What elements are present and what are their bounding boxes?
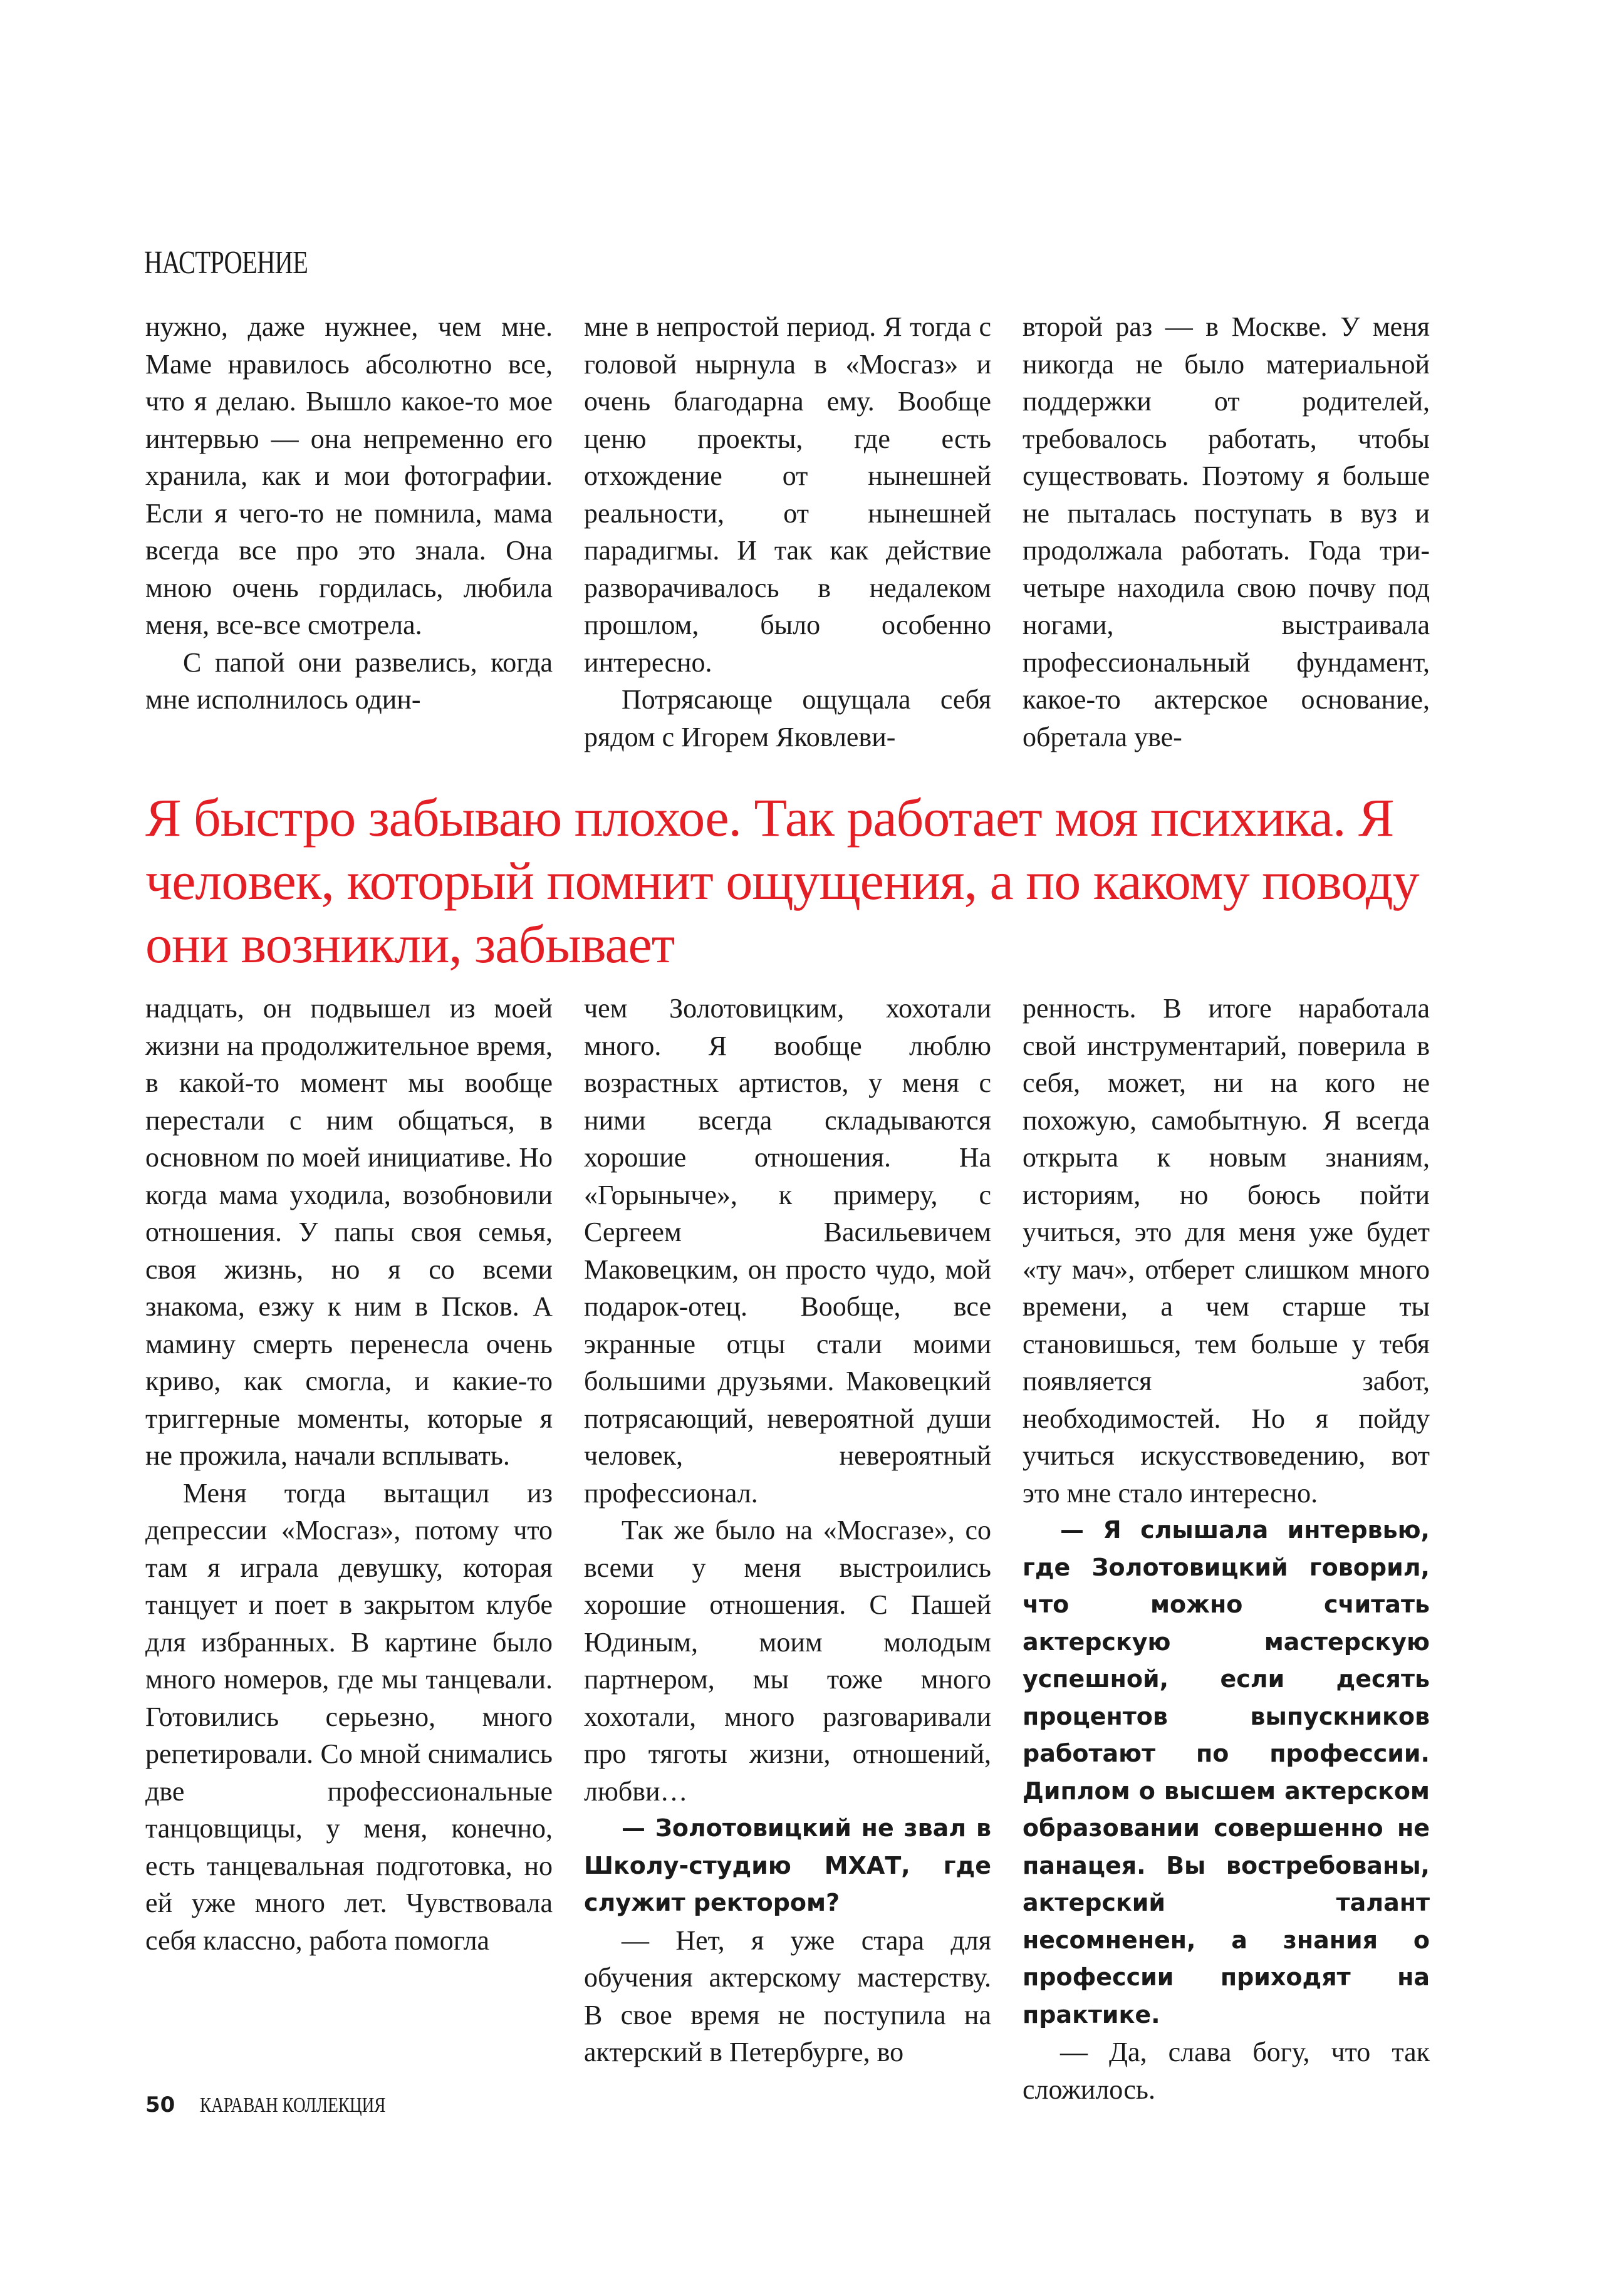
paragraph: мне в непростой период. Я тогда с головой нырнула в «Мосгаз» и очень благодарна ему. Вообще ценю проекты, где есть отхождение от нынешней реальности, от нынешней парадигмы. И так как действие разворачивалось в недалеком прошлом, было особенно интересно. [584,311,991,678]
paragraph: нужно, даже нужнее, чем мне. Маме нравилось абсолютно все, что я делаю. Вышло какое-то мое интервью — она непременно его хранила, как и мои фотографии. Если я чего-то не помнила, мама всегда все про это знала. Она мною очень гордилась, любила меня, все-все смотрела. [145,311,553,640]
article-column-2-bottom [584,990,991,2071]
interview-question: — Золотовицкий не звал в Школу-студию МХАТ, где служит ректором? [584,1814,991,1916]
paragraph: Так же было на «Мосгазе», со всеми у меня выстроились хорошие отношения. С Пашей Юдиным, моим молодым партнером, мы тоже много хохотали, много разговаривали про тяготы жизни, отношений, любви… [584,1515,991,1807]
article-column-3-top [1023,308,1430,756]
article-column-3-bottom [1023,990,1430,2108]
paragraph: Потрясающе ощущала себя рядом с Игорем Яковлеви- [584,684,991,752]
paragraph: ренность. В итоге наработала свой инструментарий, поверила в себя, может, ни на кого не похожую, самобытную. Я всегда открыта к новым знаниям, историям, но боюсь пойти учиться, это для меня уже будет «ту мач», отберет слишком много времени, а чем старше ты становишься, тем больше у тебя появляется забот, необходимостей. Но я пойду учиться искусствоведению, вот это мне стало интересно. [1023,993,1430,1509]
page-footer [145,2092,432,2117]
paragraph: надцать, он подвышел из моей жизни на продолжительное время, в какой-то момент мы вообще перестали с ним общаться, в основном по моей инициативе. Но когда мама уходила, возобновили отношения. У папы своя семья, своя жизнь, но я со всеми знакома, езжу к ним в Псков. А мамину смерть перенесла очень криво, как смогла, и какие-то триггерные моменты, которые я не прожила, начали всплывать. [145,993,553,1471]
article-column-1-bottom [145,990,553,1959]
paragraph: второй раз — в Москве. У меня никогда не было материальной поддержки от родителей, требовалось работать, чтобы существовать. Поэтому я больше не пыталась поступать в вуз и продолжала работать. Года три-четыре находила свою почву под ногами, выстраивала профессиональный фундамент, какое-то актерское основание, обретала уве- [1023,311,1430,752]
interview-answer: — Да, слава богу, что так сложилось. [1023,2037,1430,2105]
article-column-2-top [584,308,991,756]
paragraph: Меня тогда вытащил из депрессии «Мосгаз», потому что там я играла девушку, которая танцует и поет в закрытом клубе для избранных. В картине было много номеров, где мы танцевали. Готовились серьезно, много репетировали. Со мной снимались две профессиональные танцовщицы, у меня, конечно, есть танцевальная подготовка, но ей уже много лет. Чувствовала себя классно, работа помогла [145,1477,553,1956]
paragraph: чем Золотовицким, хохотали много. Я вообще люблю возрастных артистов, у меня с ними всегда складываются хорошие отношения. На «Горыныче», к примеру, с Сергеем Васильевичем Маковецким, он просто чудо, мой подарок-отец. Вообще, все экранные отцы стали моими большими друзьями. Маковецкий потрясающий, невероятной души человек, невероятный профессионал. [584,993,991,1509]
paragraph: С папой они развелись, когда мне исполнилось один- [145,647,553,715]
page-number: 50 [145,2092,175,2117]
pull-quote: Я быстро забываю плохое. Так работает моя психика. Я человек, который помнит ощущения, а по какому поводу они возникли, забывает [145,787,1419,974]
section-title: НАСТРОЕНИЕ [144,245,308,281]
interview-question: — Я слышала интервью, где Золотовицкий говорил, что можно считать актерскую мастерскую успешной, если десять процентов выпускников работают по профессии. Диплом о высшем актерском образовании совершенно не панацея. Вы востребованы, актерский талант несомненен, а знания о профессии приходят на практике. [1023,1516,1430,2028]
interview-answer: — Нет, я уже стара для обучения актерскому мастерству. В свое время не поступила на актерский в Петербурге, во [584,1925,991,2067]
article-column-1-top [145,308,553,719]
magazine-name: КАРАВАН КОЛЛЕКЦИЯ [200,2094,386,2117]
